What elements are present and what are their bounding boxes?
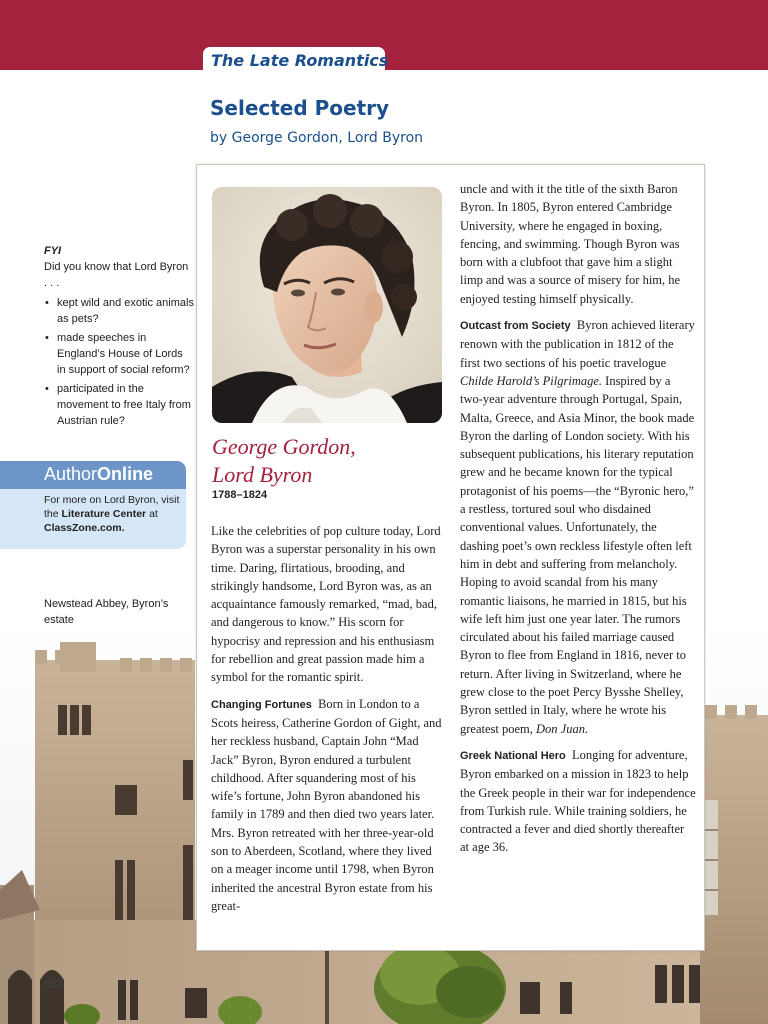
fyi-intro: Did you know that Lord Byron . . . (44, 261, 189, 289)
intro-paragraph: Like the celebrities of pop culture today, Lord Byron was a superstar personality in his own time. Daring, flirtatious, brooding, and strikingly handsome, Lord Byron was, as an acquaintance famously remarked, “mad, bad, and dangerous to know.” His scorn for hypocrisy and repression and his enthusiasm for rebellion and great passion made him a symbol for the romantic spirit. (211, 524, 441, 685)
work-title-childe-harold: Childe Harold’s Pilgrimage. (460, 373, 603, 388)
subhead-greek-hero: Greek National Hero (460, 749, 566, 762)
fyi-item: • kept wild and exotic animals as pets? (44, 295, 194, 327)
author-online-text: For more on Lord Byron, visit the Literature Center at ClassZone.com. (44, 494, 180, 534)
page-number: 832 (44, 978, 63, 990)
section-outcast: Outcast from Society Byron achieved literary renown with the publication in 1812 of the first two sections of his poetic travelogue Childe Harold’s Pilgrimage. Inspired by a two-year adventure through Portugal, Spain, Malta, Greece, and Asia Minor, the book made Byron the darling of London society. With his subsequent publications, his literary reputation grew and he became known for the typical protagonist of his poems—the “Byronic hero,” a restless, tortured soul who disdained conventional values. Unfortunately, the dashing poet’s own reckless lifestyle often left him in debt and suffering from melancholy. Hoping to avoid scandal from his many romantic liaisons, he married in 1815, but his wife left him just one year later. The rumors circulated about his failed marriage caused Byron to flee from England in 1816, never to return. After living in Switzerland, where he grew close to the poet Percy Bysshe Shelley, Byron settled in Italy, where he wrote his greatest poem, Don Juan. (460, 318, 695, 736)
section-greek-hero: Greek National Hero Longing for adventure, Byron embarked on a mission in 1823 to help the Greek people in their war for independence from Turkish rule. While training soldiers, he contracted a fever and died shortly thereafter at age 36. (460, 747, 696, 855)
byron-portrait-image (212, 187, 442, 423)
subhead-outcast: Outcast from Society (460, 320, 571, 333)
fyi-heading: FYI (44, 245, 62, 257)
author-years: 1788–1824 (212, 489, 268, 501)
author-online-title: AuthorOnline (44, 464, 154, 484)
changing-fortunes-continued: uncle and with it the title of the sixth Baron Byron. In 1805, Byron entered Cambridge University, where he engaged in boxing, fencing, and swimming. Though Byron was born with a clubfoot that gave him a slight limp and was a source of misery for him, he enjoyed testing himself physically. (460, 182, 681, 306)
fyi-list (44, 295, 194, 429)
section-changing-fortunes: Changing Fortunes Born in London to a Scots heiress, Catherine Gordon of Gight, and her reckless husband, Captain John “Mad Jack” Byron, Byron endured a turbulent childhood. After squandering most of his wife’s fortune, John Byron abandoned his family in 1789 and then died two years later. Mrs. Byron retreated with her three-year-old son to Aberdeen, Scotland, where they lived on a meager income until 1798, when Byron inherited the ancestral Byron estate from his great- (211, 696, 442, 913)
fyi-item: • made speeches in England’s House of Lords in support of social reform? (44, 330, 194, 378)
author-online-box[interactable] (0, 461, 186, 549)
page-title: Selected Poetry (210, 96, 390, 120)
literature-center-link[interactable]: Literature Center (61, 508, 147, 520)
fyi-item: • participated in the movement to free Italy from Austrian rule? (44, 381, 194, 429)
author-name: George Gordon, Lord Byron (212, 434, 356, 487)
fyi-box (44, 243, 194, 432)
classzone-link[interactable]: ClassZone.com. (44, 522, 125, 534)
author-online-header (0, 461, 186, 489)
work-title-don-juan: Don Juan. (536, 721, 589, 736)
biography-panel (196, 164, 705, 951)
section-title: The Late Romantics (211, 51, 389, 70)
subhead-changing-fortunes: Changing Fortunes (211, 698, 312, 711)
article-column-left (211, 522, 443, 923)
article-column-right (460, 180, 696, 865)
section-tab (203, 47, 389, 75)
image-caption: Newstead Abbey, Byron’s estate (44, 598, 169, 626)
byline: by George Gordon, Lord Byron (210, 130, 424, 146)
